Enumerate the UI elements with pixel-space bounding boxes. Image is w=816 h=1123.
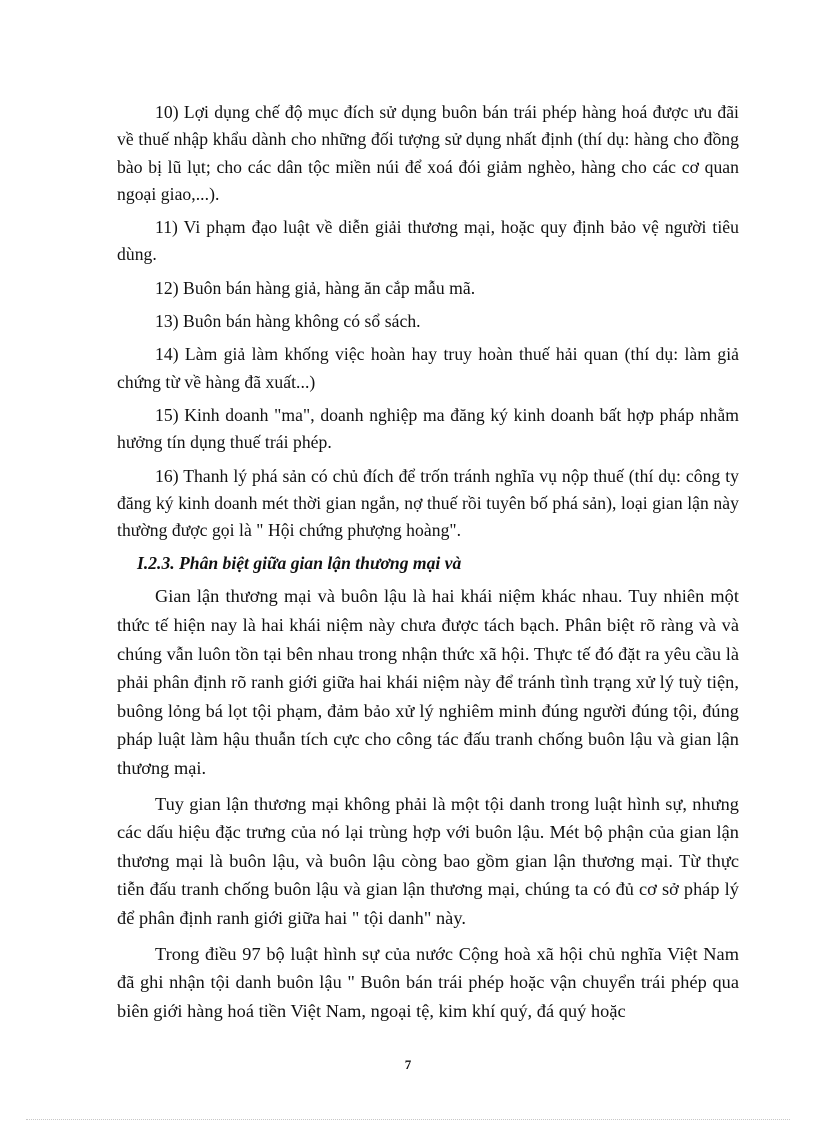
list-item-16: 16) Thanh lý phá sản có chủ đích để trốn tránh nghĩa vụ nộp thuế (thí dụ: công ty đăng ký kinh doanh mét thời gian ngắn, nợ thuế rồi tuyên bố phá sản), loại gian lận này thường được gọi là " Hội chứng phượng hoàng". [117,465,739,541]
body-paragraph-1: Gian lận thương mại và buôn lậu là hai khái niệm khác nhau. Tuy nhiên một thức tế hiện nay là hai khái niệm này chưa được tách bạch. Phân biệt rõ ràng và và chúng vẫn luôn tồn tại bên nhau trong nhận thức xã hội. Thực tế đó đặt ra yêu cầu là phải phân định rõ ranh giới giữa hai khái niệm này để tránh tình trạng xử lý tuỳ tiện, buông lỏng bá lọt tội phạm, đảm bảo xử lý nghiêm minh đúng người đúng tội, đúng pháp luật làm hậu thuẫn tích cực cho công tác đấu tranh chống buôn lậu và gian lận thương mại. [117,586,739,779]
list-item-13: 13) Buôn bán hàng không có sổ sách. [155,311,421,332]
page-number: 7 [404,1057,412,1072]
list-item-15: 15) Kinh doanh "ma", doanh nghiệp ma đăng ký kinh doanh bất hợp pháp nhằm hưởng tín dụng thuế trái phép. [117,404,739,453]
body-paragraph-2: Tuy gian lận thương mại không phải là một tội danh trong luật hình sự, nhưng các dấu hiệu đặc trưng của nó lại trùng hợp với buôn lậu. Mét bộ phận của gian lận thương mại là buôn lậu, và buôn lậu còng bao gồm gian lận thương mại. Từ thực tiễn đấu tranh chống buôn lậu và gian lận thương mại, chúng ta có đủ cơ sở pháp lý để phân định ranh giới giữa hai " tội danh" này. [117,793,739,928]
list-item-11: 11) Vi phạm đạo luật về diễn giải thương mại, hoặc quy định bảo vệ người tiêu dùng. [117,217,739,265]
list-item-10: 10) Lợi dụng chế độ mục đích sử dụng buôn bán trái phép hàng hoá được ưu đãi về thuế nhập khẩu dành cho những đối tượng sử dụng nhất định (thí dụ: hàng cho đồng bào bị lũ lụt; cho các dân tộc miền núi để xoá đói giảm nghèo, hàng cho các cơ quan ngoại giao,...). [117,102,739,204]
footer-divider [26,1119,790,1120]
list-item-12: 12) Buôn bán hàng giả, hàng ăn cắp mẫu mã. [155,277,476,298]
section-heading: I.2.3. Phân biệt giữa gian lận thương mại và [137,553,462,574]
page-content [117,99,739,1032]
list-item-14: 14) Làm giả làm khống việc hoàn hay truy hoàn thuế hải quan (thí dụ: làm giả chứng từ về hàng đã xuất...) [117,344,739,392]
body-paragraph-3: Trong điều 97 bộ luật hình sự của nước Cộng hoà xã hội chủ nghĩa Việt Nam đã ghi nhận tội danh buôn lậu " Buôn bán trái phép hoặc vận chuyển trái phép qua biên giới hàng hoá tiền Việt Nam, ngoại tệ, kim khí quý, đá quý hoặc [117,943,739,1021]
